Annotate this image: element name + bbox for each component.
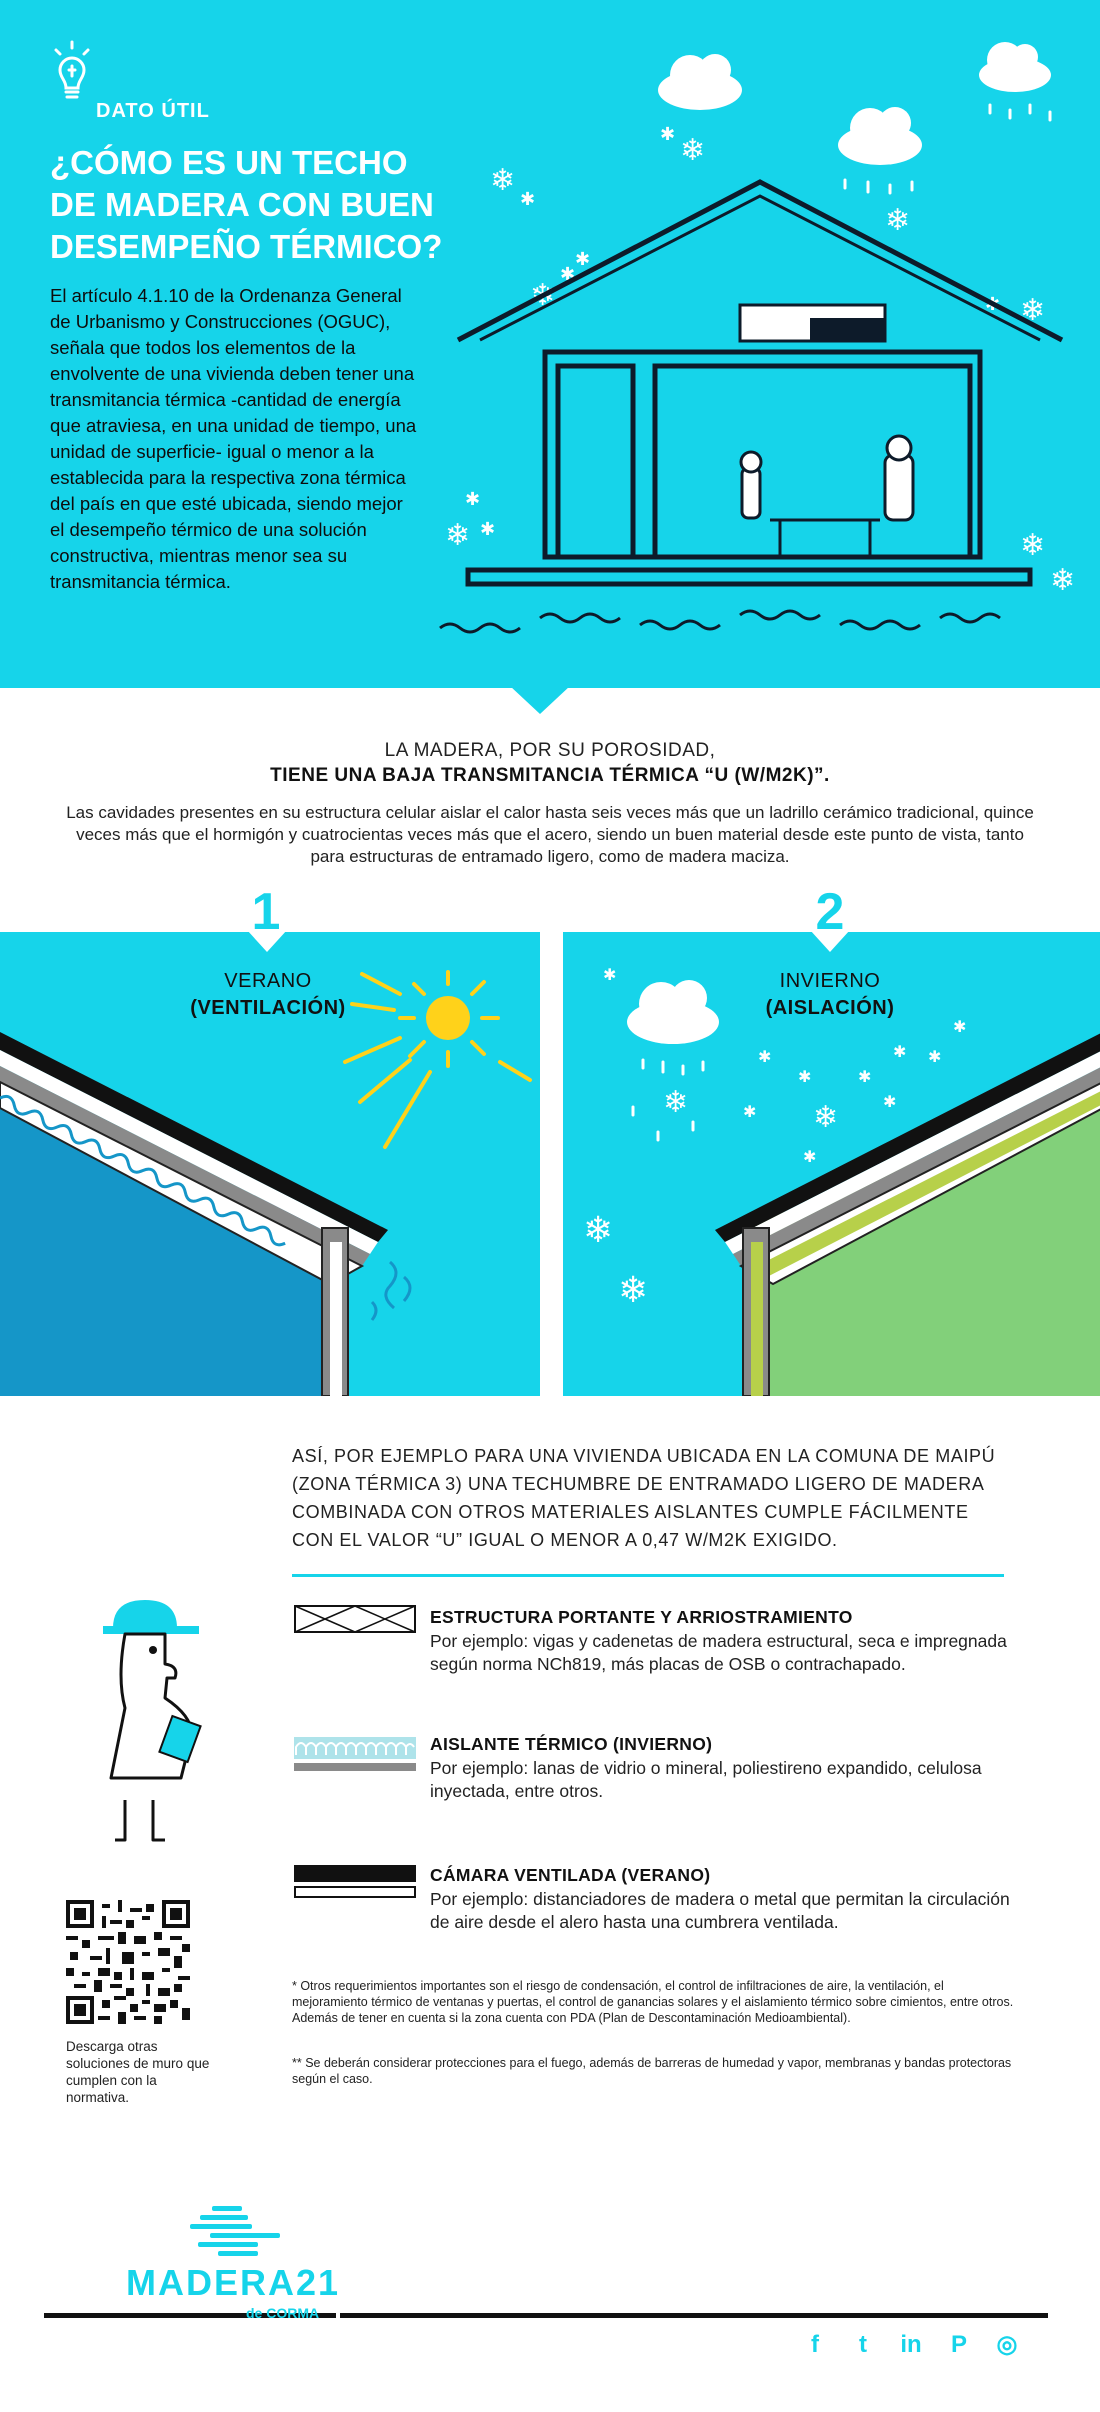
footnote: ** Se deberán considerar protecciones para el fuego, además de barreras de humedad y vapor, membranas y bandas protectoras según el caso. bbox=[292, 2056, 1012, 2086]
panel-mode: (AISLACIÓN) bbox=[765, 997, 895, 1019]
airflow-icon bbox=[372, 1262, 410, 1320]
svg-text:✱: ✱ bbox=[465, 489, 481, 510]
intro-line: LA MADERA, POR SU POROSIDAD, bbox=[384, 740, 716, 761]
title-line: DE MADERA CON BUEN bbox=[50, 186, 434, 223]
svg-text:❄: ❄ bbox=[663, 1085, 689, 1120]
svg-text:✱: ✱ bbox=[893, 1042, 907, 1061]
legend-body: Por ejemplo: distanciadores de madera o metal que permitan la circulación de aire desde el alero hasta una cumbrera ventilada. bbox=[430, 1889, 1010, 1932]
svg-text:❄: ❄ bbox=[618, 1270, 649, 1311]
qr-code[interactable] bbox=[66, 1900, 190, 2024]
svg-text:❄: ❄ bbox=[583, 1210, 614, 1251]
page-title bbox=[50, 142, 480, 268]
svg-text:✱: ✱ bbox=[560, 264, 576, 285]
svg-text:✱: ✱ bbox=[928, 1047, 942, 1066]
svg-text:❄: ❄ bbox=[813, 1100, 839, 1135]
title-line: DESEMPEÑO TÉRMICO? bbox=[50, 228, 443, 265]
svg-text:✱: ✱ bbox=[520, 189, 536, 210]
legend-title: ESTRUCTURA PORTANTE Y ARRIOSTRAMIENTO bbox=[430, 1607, 853, 1627]
svg-text:✱: ✱ bbox=[858, 1067, 872, 1086]
worker-illustration bbox=[95, 1590, 225, 1860]
cloud-icon bbox=[658, 42, 1051, 165]
example-text: ASÍ, POR EJEMPLO PARA UNA VIVIENDA UBICADA EN LA COMUNA DE MAIPÚ (ZONA TÉRMICA 3) UNA TECHUMBRE DE ENTRAMADO LIGERO DE MADERA COMBINADA CON OTROS MATERIALES AISLANTES CUMPLE FÁCILMENTE CON EL VALOR “U” IGUAL O MENOR A 0,47 W/M2K EXIGIDO. bbox=[292, 1446, 996, 1550]
panel-season: VERANO bbox=[224, 970, 312, 992]
social-links bbox=[800, 2330, 1022, 2360]
linkedin-icon[interactable]: in bbox=[900, 2331, 922, 2358]
svg-text:✱: ✱ bbox=[953, 1017, 967, 1036]
intro-heading: TIENE UNA BAJA TRANSMITANCIA TÉRMICA “U (W/M2K)”. bbox=[270, 765, 830, 786]
brand-logo[interactable]: MADERA21 bbox=[126, 2262, 341, 2303]
section-pointer bbox=[510, 686, 570, 714]
svg-text:✱: ✱ bbox=[883, 1092, 897, 1111]
divider bbox=[292, 1574, 1004, 1577]
svg-text:❄: ❄ bbox=[1020, 528, 1046, 563]
svg-text:✱: ✱ bbox=[660, 124, 676, 145]
svg-text:✱: ✱ bbox=[803, 1147, 817, 1166]
svg-text:✱: ✱ bbox=[798, 1067, 812, 1086]
svg-text:❄: ❄ bbox=[530, 278, 556, 313]
svg-text:✱: ✱ bbox=[575, 249, 591, 270]
svg-text:❄: ❄ bbox=[445, 518, 471, 553]
legend-body: Por ejemplo: vigas y cadenetas de madera estructural, seca e impregnada según norma NCh819, más placas de OSB o contrachapado. bbox=[430, 1631, 1007, 1674]
intro-body: Las cavidades presentes en su estructura celular aislar el calor hasta seis veces más que un ladrillo cerámico tradicional, quince veces más que el hormigón y cuatrocientas veces más que el acero, siendo un buen material desde este punto de vista, tanto para estructuras de entramado ligero, como de madera maciza. bbox=[66, 803, 1034, 866]
panel-pointer bbox=[810, 930, 850, 952]
brand-sub: de CORMA bbox=[246, 2305, 320, 2321]
svg-text:✱: ✱ bbox=[758, 1047, 772, 1066]
logo-mark bbox=[190, 2206, 280, 2262]
panel-mode: (VENTILACIÓN) bbox=[190, 997, 346, 1019]
insulation-icon bbox=[294, 1737, 416, 1773]
divider bbox=[340, 2313, 1048, 2318]
ventilated-chamber-icon bbox=[294, 1865, 416, 1899]
hero-body-text: El artículo 4.1.10 de la Ordenanza General de Urbanismo y Construcciones (OGUC), señala que todos los elementos de la envolvente de una vivienda deben tener una transmitancia térmica -cantidad de energía que atraviesa, en una unidad de tiempo, una unidad de superficie- igual o menor a la establecida para la respectiva zona térmica del país en que esté ubicada, siendo mejor el desempeño térmico de una solución constructiva, mientras menor sea su transmitancia térmica. bbox=[50, 285, 417, 592]
legend-title: AISLANTE TÉRMICO (INVIERNO) bbox=[430, 1734, 713, 1754]
instagram-icon[interactable]: ◎ bbox=[996, 2331, 1018, 2358]
legend-body: Por ejemplo: lanas de vidrio o mineral, poliestireno expandido, celulosa inyectada, entre otros. bbox=[430, 1758, 982, 1801]
svg-text:❄: ❄ bbox=[1050, 563, 1076, 598]
svg-text:❄: ❄ bbox=[885, 203, 911, 238]
step-number: 1 bbox=[251, 883, 281, 941]
svg-text:✱: ✱ bbox=[480, 519, 496, 540]
svg-text:✱: ✱ bbox=[743, 1102, 757, 1121]
svg-text:✱: ✱ bbox=[603, 965, 617, 984]
pinterest-icon[interactable]: P bbox=[950, 2331, 967, 2358]
footnote: * Otros requerimientos importantes son el riesgo de condensación, el control de infiltraciones de aire, la ventilación, el mejoramiento térmico de ventanas y puertas, el control de ganancias solares y el aislamiento térmico sobre cimientos, entre otros. Además de tener en cuenta si la zona cuenta con PDA (Plan de Descontaminación Medioambiental). bbox=[292, 1979, 1014, 2025]
badge-label: DATO ÚTIL bbox=[96, 100, 210, 122]
twitter-icon[interactable]: t bbox=[859, 2331, 867, 2358]
house-illustration bbox=[420, 30, 1100, 650]
panel-pointer bbox=[247, 930, 287, 952]
qr-caption: Descarga otras soluciones de muro que cumplen con la normativa. bbox=[66, 2039, 210, 2105]
title-line: ¿CÓMO ES UN TECHO bbox=[50, 144, 408, 181]
lightbulb-icon bbox=[50, 40, 94, 120]
hero-section bbox=[0, 0, 1100, 688]
svg-text:❄: ❄ bbox=[680, 133, 706, 168]
svg-text:❄: ❄ bbox=[1020, 293, 1046, 328]
svg-text:❄: ❄ bbox=[490, 163, 516, 198]
svg-text:✱: ✱ bbox=[985, 294, 1001, 315]
step-number: 2 bbox=[815, 883, 845, 941]
truss-icon bbox=[294, 1605, 416, 1633]
panel-season: INVIERNO bbox=[779, 970, 881, 992]
legend-title: CÁMARA VENTILADA (VERANO) bbox=[430, 1865, 711, 1885]
facebook-icon[interactable]: f bbox=[811, 2331, 819, 2358]
